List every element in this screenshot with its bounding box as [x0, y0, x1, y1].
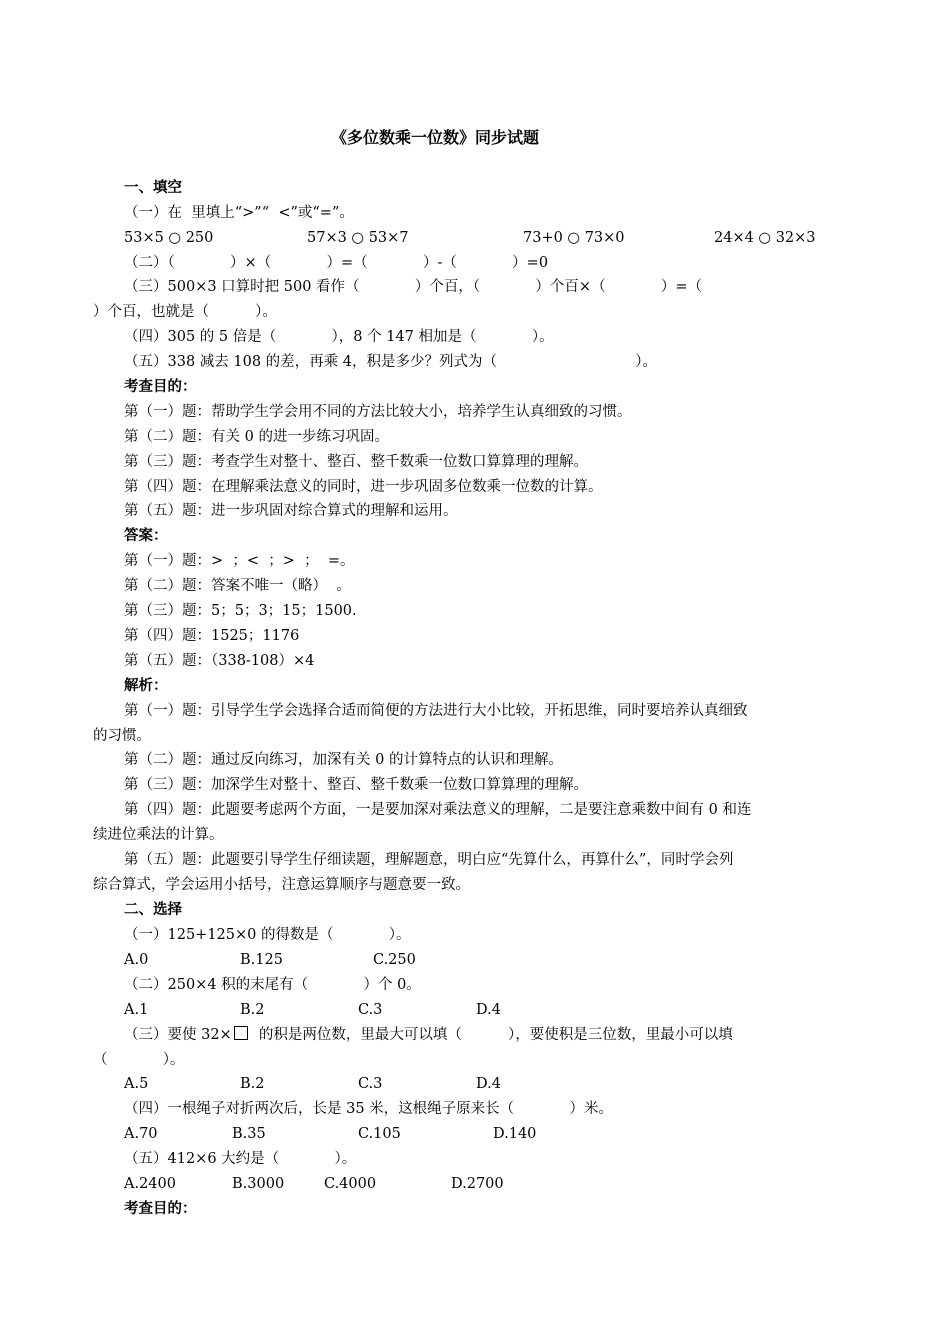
option: D.140	[493, 1126, 537, 1142]
q1-1-b: 57×3 ○ 53×7	[307, 230, 409, 246]
q1-1-d: 24×4 ○ 32×3	[714, 230, 816, 246]
q1-4-text: （四）305 的 5 倍是（ ），8 个 147 相加是（ ）。	[124, 329, 554, 345]
analysis-item: 第（五）题：此题要引导学生仔细读题，理解题意，明白应“先算什么，再算什么”，同时学会列	[124, 852, 734, 868]
purpose-item: 第（二）题：有关 0 的进一步练习巩固。	[124, 429, 389, 445]
analysis-item: 第（二）题：通过反向练习，加深有关 0 的计算特点的认识和理解。	[124, 752, 563, 768]
analysis-item: 第（三）题：加深学生对整十、整百、整千数乘一位数口算算理的理解。	[124, 777, 588, 793]
q2-3-line2: （ ）。	[93, 1052, 185, 1068]
q2-5-text: （五）412×6 大约是（ ）。	[124, 1151, 357, 1167]
purpose-item: 第（三）题：考查学生对整十、整百、整千数乘一位数口算算理的理解。	[124, 454, 588, 470]
option: B.3000	[232, 1176, 285, 1192]
answer-item: 第（五）题：（338-108）×4	[124, 653, 315, 669]
option: C.3	[358, 1076, 383, 1092]
q2-3-post: 的积是两位数，里最大可以填（ ），要使积是三位数，里最小可以填	[249, 1027, 733, 1043]
answer-item: 第（四）题：1525；1176	[124, 628, 300, 644]
q1-1-text: （一）在 里填上“>”“ <”或“=”。	[124, 205, 354, 221]
option: B.35	[232, 1126, 266, 1142]
section1-heading: 一、填空	[124, 180, 182, 196]
purpose-heading: 考查目的：	[124, 379, 197, 395]
option: C.250	[373, 952, 416, 968]
analysis-item: 的习惯。	[93, 728, 151, 744]
q2-4-text: （四）一根绳子对折两次后，长是 35 米，这根绳子原来长（ ）米。	[124, 1101, 613, 1117]
q1-1-c: 73+0 ○ 73×0	[523, 230, 625, 246]
option: A.2400	[124, 1176, 176, 1192]
section2-purpose-heading: 考查目的：	[124, 1201, 197, 1217]
q2-3-line1	[124, 1025, 733, 1045]
purpose-item: 第（五）题：进一步巩固对综合算式的理解和运用。	[124, 503, 458, 519]
q1-2-text: （二）（ ）×（ ）=（ ）-（ ）=0	[124, 255, 549, 271]
blank-square-icon	[234, 1026, 248, 1040]
analysis-item: 综合算式，学会运用小括号，注意运算顺序与题意要一致。	[93, 877, 470, 893]
analysis-item: 第（四）题：此题要考虑两个方面，一是要加深对乘法意义的理解，二是要注意乘数中间有 0 和连	[124, 802, 752, 818]
analysis-item: 第（一）题：引导学生学会选择合适而简便的方法进行大小比较，开拓思维，同时要培养认真细致	[124, 703, 748, 719]
option: A.70	[124, 1126, 158, 1142]
page-title: 《多位数乘一位数》同步试题	[331, 128, 540, 147]
q1-1-a: 53×5 ○ 250	[124, 230, 214, 246]
option: B.125	[240, 952, 283, 968]
q1-5-text: （五）338 减去 108 的差，再乘 4，积是多少？列式为（ ）。	[124, 354, 658, 370]
option: B.2	[240, 1076, 265, 1092]
analysis-item: 续进位乘法的计算。	[93, 827, 224, 843]
option: C.3	[358, 1002, 383, 1018]
answer-item: 第（二）题：答案不唯一（略） 。	[124, 578, 351, 594]
q2-1-text: （一）125+125×0 的得数是（ ）。	[124, 927, 411, 943]
analysis-heading: 解析：	[124, 678, 168, 694]
option: D.2700	[451, 1176, 504, 1192]
purpose-item: 第（四）题：在理解乘法意义的同时，进一步巩固多位数乘一位数的计算。	[124, 479, 603, 495]
option: D.4	[476, 1076, 501, 1092]
answer-heading: 答案：	[124, 528, 168, 544]
option: D.4	[476, 1002, 501, 1018]
option: A.0	[124, 952, 149, 968]
purpose-item: 第（一）题：帮助学生学会用不同的方法比较大小，培养学生认真细致的习惯。	[124, 404, 632, 420]
option: B.2	[240, 1002, 265, 1018]
q1-3-line2: ）个百，也就是（ ）。	[93, 304, 277, 320]
answer-item: 第（一）题：> ；< ；> ； =。	[124, 553, 355, 569]
q1-3-line1: （三）500×3 口算时把 500 看作（ ）个百，（ ）个百×（ ）=（	[124, 279, 703, 295]
option: C.105	[358, 1126, 401, 1142]
q2-2-text: （二）250×4 积的末尾有（ ）个 0。	[124, 977, 421, 993]
option: A.1	[124, 1002, 149, 1018]
option: C.4000	[324, 1176, 377, 1192]
q2-3-pre: （三）要使 32×	[124, 1027, 232, 1043]
section2-heading: 二、选择	[124, 902, 182, 918]
option: A.5	[124, 1076, 149, 1092]
answer-item: 第（三）题：5；5；3；15；1500.	[124, 603, 357, 619]
